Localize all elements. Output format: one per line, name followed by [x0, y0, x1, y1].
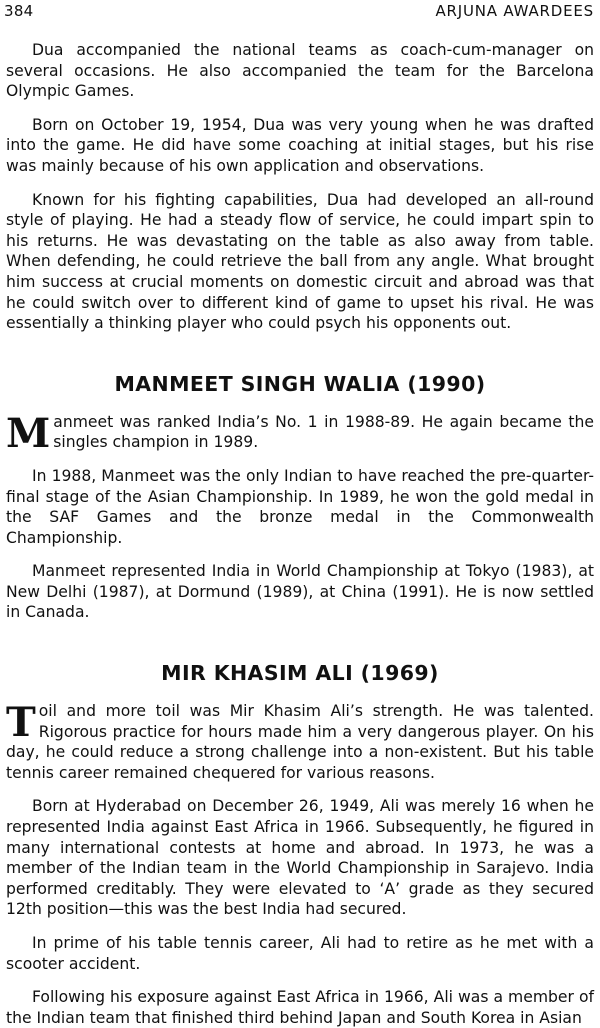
walia-paragraph-2: In 1988, Manmeet was the only Indian to have reached the pre-quarter-final stage of the Asian Championship. In 1989, he won the gold medal in the SAF Games and the bronze medal in the Commonwealth Championship. — [6, 466, 594, 547]
walia-heading: MANMEET SINGH WALIA (1990) — [114, 371, 486, 396]
dua-paragraph-2: Born on October 19, 1954, Dua was very young when he was drafted into the game. He did have some coaching at initial stages, but his rise was mainly because of his own application and observations. — [6, 115, 594, 175]
walia-paragraph-1 — [6, 409, 594, 457]
walia-paragraph-1-text: anmeet was ranked India’s No. 1 in 1988-89. He again became the singles champion in 1989. — [53, 412, 594, 452]
dua-paragraph-1: Dua accompanied the national teams as coach-cum-manager on several occasions. He also accompanied the team for the Barcelona Olympic Games. — [6, 41, 594, 101]
page-number: 384 — [4, 2, 34, 20]
ali-paragraph-2: Born at Hyderabad on December 26, 1949, Ali was merely 16 when he represented India against East Africa in 1966. Subsequently, he figured in many international contests at home and abroad. In 1973, he was a member of the Indian team in the World Championship in Sarajevo. India performed creditably. They were elevated to ‘A’ grade as they secured 12th position—this was the best India had secured. — [6, 797, 594, 919]
ali-paragraph-4: Following his exposure against East Africa in 1966, Ali was a member of the Indian team that finished third behind Japan and South Korea in Asian — [6, 988, 594, 1027]
running-head: ARJUNA AWARDEES — [435, 2, 594, 20]
page-body — [6, 40, 594, 1028]
walia-dropcap: M — [6, 409, 51, 457]
walia-paragraph-3: Manmeet represented India in World Championship at Tokyo (1983), at New Delhi (1987), at Dormund (1989), at China (1991). He is now settled in Canada. — [6, 562, 594, 622]
ali-dropcap: T — [6, 699, 36, 747]
ali-paragraph-1-text: oil and more toil was Mir Khasim Ali’s strength. He was talented. Rigorous practice for hours made him a very dangerous player. On his day, he could reduce a strong challenge into a non-existent. But his table tennis career remained chequered for various reasons. — [6, 702, 594, 782]
ali-heading: MIR KHASIM ALI (1969) — [161, 661, 439, 686]
dua-paragraph-3: Known for his fighting capabilities, Dua had developed an all-round style of playing. He had a steady flow of service, he could impart spin to his returns. He was devastating on the table as also away from table. When defending, he could retrieve the ball from any angle. What brought him success at crucial moments on domestic circuit and abroad was that he could switch over to different kind of game to upset his rival. He was essentially a thinking player who could psych his opponents out. — [6, 190, 594, 333]
ali-paragraph-3: In prime of his table tennis career, Ali had to retire as he met with a scooter accident. — [6, 934, 594, 973]
page-header — [0, 0, 600, 24]
ali-paragraph-1 — [6, 701, 594, 783]
